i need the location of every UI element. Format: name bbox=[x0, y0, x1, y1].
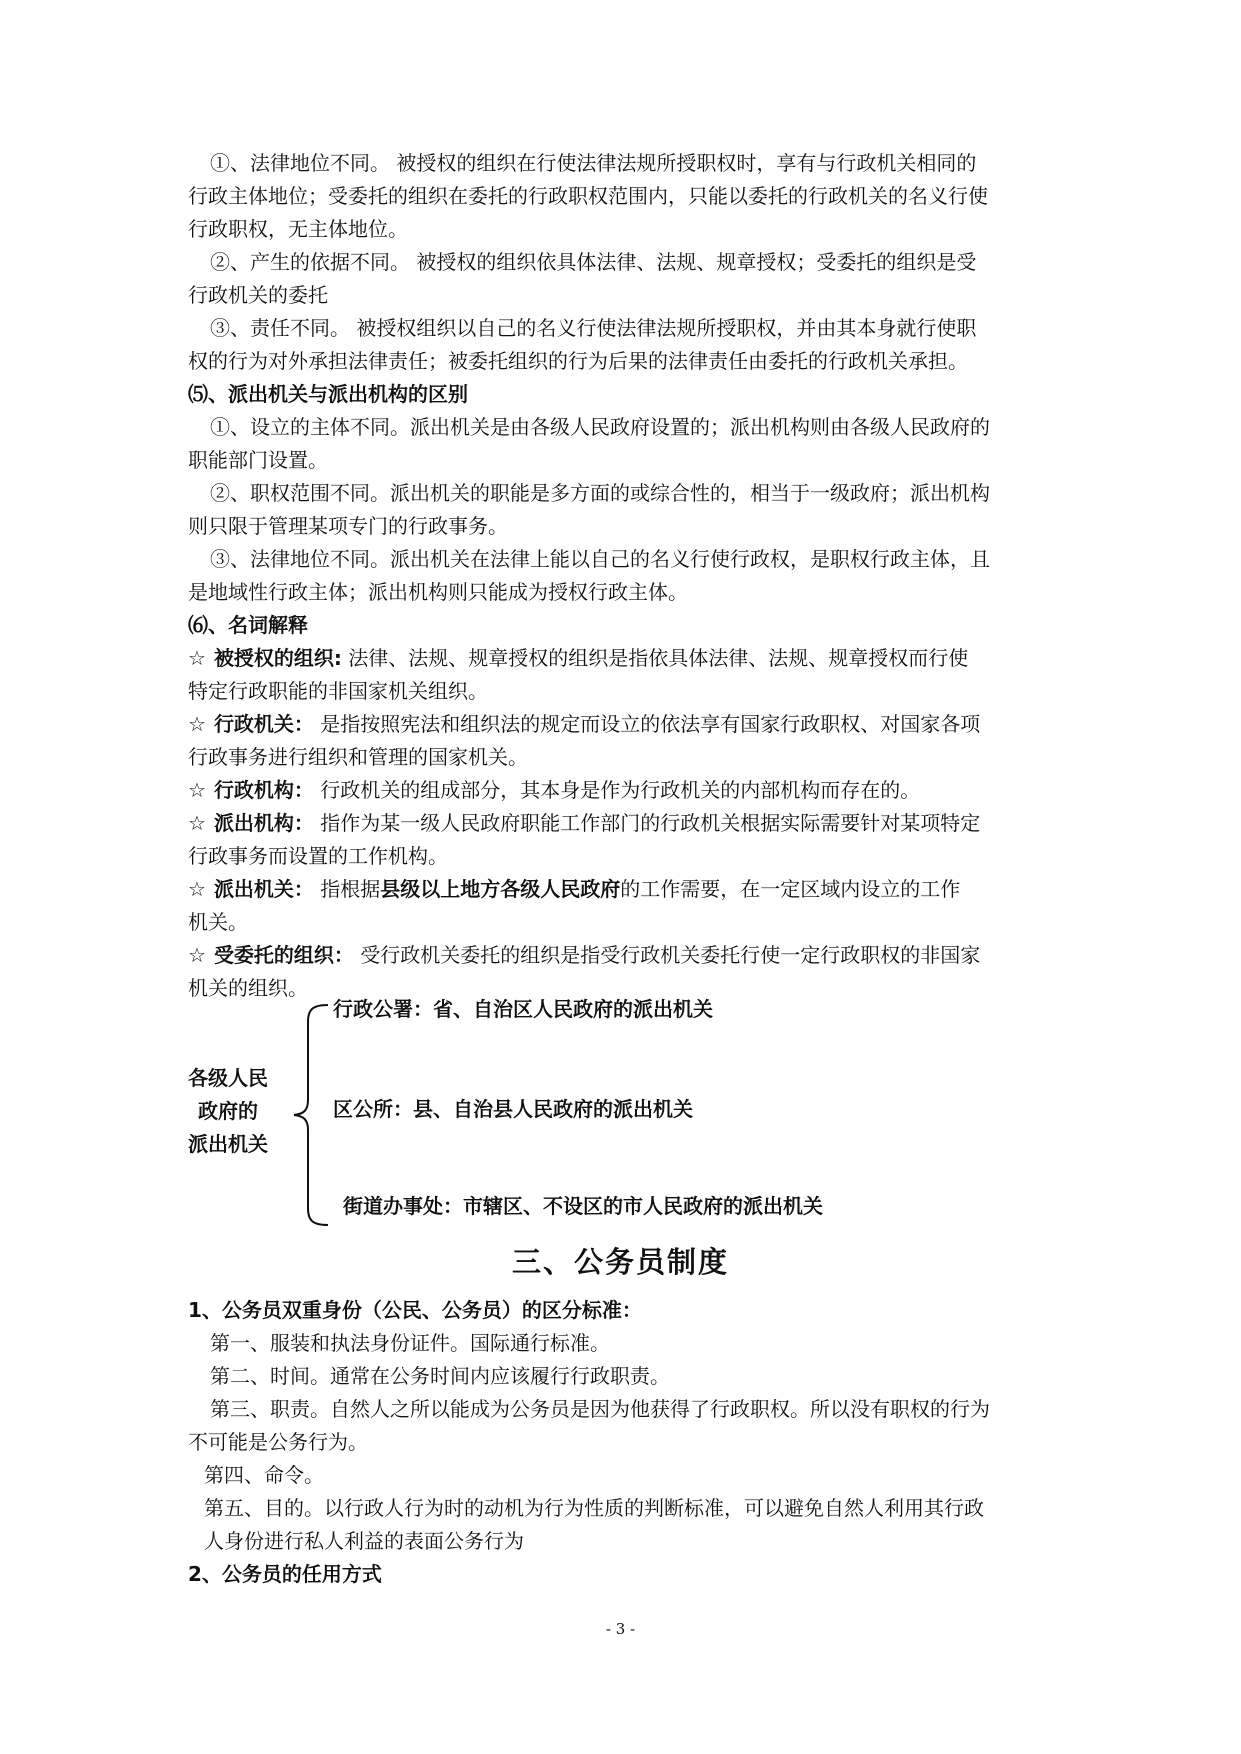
brace-item: 区公所：县、自治县人民政府的派出机关 bbox=[333, 1097, 693, 1121]
para-line: 行政主体地位；受委托的组织在委托的行政职权范围内，只能以委托的行政机关的名义行使 bbox=[188, 184, 988, 208]
term-entry bbox=[188, 775, 920, 805]
term-entry bbox=[188, 808, 980, 838]
para-line: 行政职权，无主体地位。 bbox=[188, 217, 408, 241]
term-label: 行政机构： bbox=[213, 778, 314, 802]
para-line: 人身份进行私人利益的表面公务行为 bbox=[204, 1529, 524, 1553]
curly-brace bbox=[290, 1002, 334, 1228]
brace-item: 行政公署：省、自治区人民政府的派出机关 bbox=[333, 997, 713, 1021]
term-definition-cont: 特定行政职能的非国家机关组织。 bbox=[188, 679, 488, 703]
term-definition-emphasis: 县级以上地方各级人民政府 bbox=[380, 877, 621, 901]
term-definition-cont: 机关的组织。 bbox=[188, 976, 308, 1000]
term-label: 派出机关： bbox=[213, 877, 314, 901]
term-definition: 法律、法规、规章授权的组织是指依具体法律、法规、规章授权而行使 bbox=[341, 646, 969, 670]
term-definition: 行政机关的组成部分，其本身是作为行政机关的内部机构而存在的。 bbox=[313, 778, 921, 802]
section-heading: ⑸、派出机关与派出机构的区别 bbox=[188, 382, 468, 406]
page-number: - 3 - bbox=[605, 1620, 636, 1638]
para-line: 是地域性行政主体；派出机构则只能成为授权行政主体。 bbox=[188, 580, 688, 604]
para-line: 职能部门设置。 bbox=[188, 448, 328, 472]
para-line: ①、设立的主体不同。派出机关是由各级人民政府设置的；派出机构则由各级人民政府的 bbox=[210, 415, 990, 439]
term-definition: 指根据 bbox=[313, 877, 381, 901]
term-definition: 受行政机关委托的组织是指受行政机关委托行使一定行政职权的非国家 bbox=[353, 943, 981, 967]
para-line: 第三、职责。自然人之所以能成为公务员是因为他获得了行政职权。所以没有职权的行为 bbox=[210, 1397, 990, 1421]
star-icon: ☆ bbox=[188, 712, 206, 736]
star-icon: ☆ bbox=[188, 778, 206, 802]
star-icon: ☆ bbox=[188, 646, 206, 670]
term-label: 派出机构： bbox=[213, 811, 314, 835]
star-icon: ☆ bbox=[188, 877, 206, 901]
para-line: 第四、命令。 bbox=[204, 1463, 324, 1487]
para-line: ②、职权范围不同。派出机关的职能是多方面的或综合性的，相当于一级政府；派出机构 bbox=[210, 481, 990, 505]
para-line: 行政机关的委托 bbox=[188, 283, 328, 307]
brace-left-label: 各级人民 bbox=[188, 1066, 268, 1090]
term-definition-cont: 行政事务而设置的工作机构。 bbox=[188, 844, 448, 868]
para-line: 第二、时间。通常在公务时间内应该履行行政职责。 bbox=[210, 1364, 670, 1388]
term-entry bbox=[188, 940, 980, 970]
subsection-heading: 1、公务员双重身份（公民、公务员）的区分标准： bbox=[188, 1298, 642, 1322]
para-line: 不可能是公务行为。 bbox=[188, 1430, 368, 1454]
term-definition: 指作为某一级人民政府职能工作部门的行政机关根据实际需要针对某项特定 bbox=[313, 811, 981, 835]
para-line: 第一、服装和执法身份证件。国际通行标准。 bbox=[210, 1331, 610, 1355]
star-icon: ☆ bbox=[188, 943, 206, 967]
term-definition: 的工作需要，在一定区域内设立的工作 bbox=[620, 877, 961, 901]
brace-left-label: 派出机关 bbox=[188, 1132, 268, 1156]
term-definition-cont: 行政事务进行组织和管理的国家机关。 bbox=[188, 745, 528, 769]
brace-item: 街道办事处：市辖区、不设区的市人民政府的派出机关 bbox=[343, 1194, 823, 1218]
term-entry bbox=[188, 874, 960, 904]
term-definition-cont: 机关。 bbox=[188, 910, 248, 934]
para-line: 则只限于管理某项专门的行政事务。 bbox=[188, 514, 508, 538]
term-entry bbox=[188, 709, 980, 739]
para-line: ①、法律地位不同。 被授权的组织在行使法律法规所授职权时，享有与行政机关相同的 bbox=[210, 151, 977, 175]
term-label: 行政机关： bbox=[213, 712, 314, 736]
para-line: ②、产生的依据不同。 被授权的组织依具体法律、法规、规章授权；受委托的组织是受 bbox=[210, 250, 977, 274]
section-title: 三、公务员制度 bbox=[511, 1245, 729, 1279]
term-entry bbox=[188, 643, 968, 673]
para-line: 第五、目的。以行政人行为时的动机为行为性质的判断标准，可以避免自然人利用其行政 bbox=[204, 1496, 984, 1520]
term-label: 受委托的组织： bbox=[213, 943, 354, 967]
term-label: 被授权的组织: bbox=[213, 646, 342, 670]
star-icon: ☆ bbox=[188, 811, 206, 835]
para-line: 权的行为对外承担法律责任；被委托组织的行为后果的法律责任由委托的行政机关承担。 bbox=[188, 349, 968, 373]
term-definition: 是指按照宪法和组织法的规定而设立的依法享有国家行政职权、对国家各项 bbox=[313, 712, 981, 736]
brace-left-label: 政府的 bbox=[198, 1099, 258, 1123]
para-line: ③、责任不同。 被授权组织以自己的名义行使法律法规所授职权，并由其本身就行使职 bbox=[210, 316, 977, 340]
para-line: ③、法律地位不同。派出机关在法律上能以自己的名义行使行政权，是职权行政主体，且 bbox=[210, 547, 990, 571]
section-heading: ⑹、名词解释 bbox=[188, 613, 308, 637]
subsection-heading: 2、公务员的任用方式 bbox=[188, 1562, 382, 1586]
